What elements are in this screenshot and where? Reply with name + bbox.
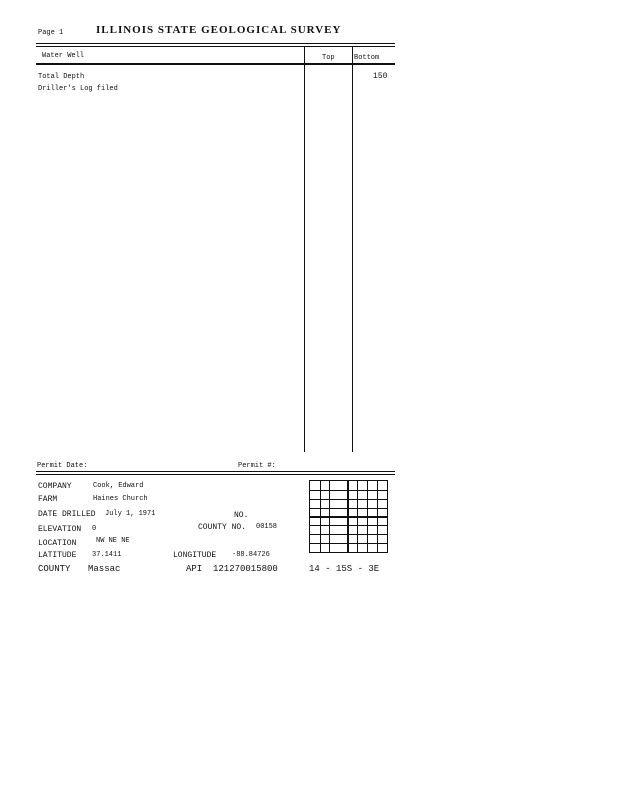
survey-title: ILLINOIS STATE GEOLOGICAL SURVEY <box>96 24 342 36</box>
record-rule-top-2 <box>36 474 395 475</box>
county-label: COUNTY <box>38 564 71 574</box>
page-number: 1 <box>59 29 64 37</box>
no-label: NO. <box>234 511 249 520</box>
grid-line <box>310 490 387 491</box>
grid-line <box>310 534 387 535</box>
api-value: 121270015800 <box>213 564 278 574</box>
county-value: Massac <box>88 564 121 574</box>
longitude-label: LONGITUDE <box>173 551 217 560</box>
page-label: Page 1 <box>38 29 64 37</box>
grid-line <box>310 525 387 526</box>
log-row-formation: Driller's Log filed <box>38 85 118 93</box>
section-locator-grid <box>309 480 388 553</box>
api-label: API <box>186 564 203 574</box>
farm-value: Haines Church <box>93 495 148 503</box>
county-no-value: 00158 <box>256 523 278 531</box>
col-divider-bottom <box>352 46 353 452</box>
col-formation-header: Water Well <box>42 52 85 60</box>
location-label: LOCATION <box>38 539 77 548</box>
farm-label: FARM <box>38 495 58 504</box>
county-no-label: COUNTY NO. <box>198 523 247 532</box>
date-drilled-label: DATE DRILLED <box>38 510 96 519</box>
location-value: NW NE NE <box>96 537 130 545</box>
latitude-value: 37.1411 <box>92 551 122 559</box>
grid-line <box>310 508 387 509</box>
elevation-label: ELEVATION <box>38 525 82 534</box>
permit-date-label: Permit Date: <box>37 462 88 470</box>
col-top-header: Top <box>322 54 335 62</box>
record-rule-top <box>36 471 395 472</box>
grid-line <box>310 499 387 500</box>
township-range: 14 - 15S - 3E <box>309 564 380 574</box>
company-label: COMPANY <box>38 482 72 491</box>
col-bottom-header: Bottom <box>354 54 380 62</box>
log-row-formation: Total Depth <box>38 73 85 81</box>
latitude-label: LATITUDE <box>38 551 77 560</box>
col-divider-top <box>304 46 305 452</box>
grid-line <box>310 543 387 544</box>
header-rule-top-2 <box>36 46 395 47</box>
header-rule-bottom <box>36 63 395 65</box>
header-rule-top <box>36 43 395 44</box>
log-row-bottom: 150 <box>373 72 388 81</box>
company-value: Cook, Edward <box>93 482 144 490</box>
grid-line <box>310 516 387 518</box>
date-drilled-value: July 1, 1971 <box>105 510 156 518</box>
elevation-value: 0 <box>92 525 97 533</box>
permit-number-label: Permit #: <box>238 462 276 470</box>
longitude-value: -88.84726 <box>232 551 270 559</box>
